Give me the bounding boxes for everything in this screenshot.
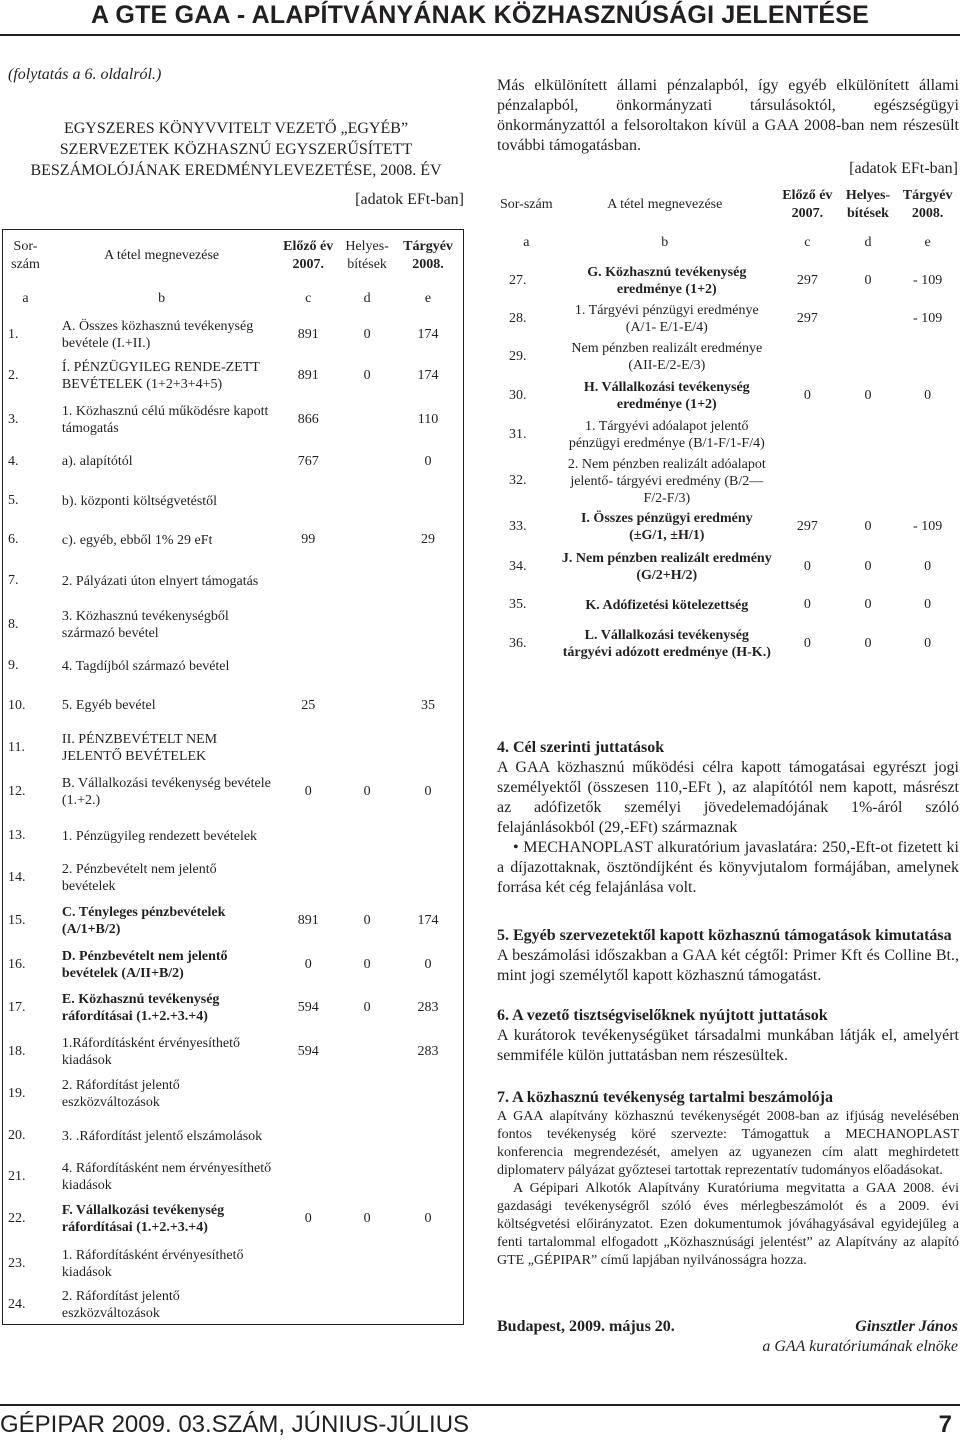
right-table-row: [497, 546, 960, 588]
left-table-row: [3, 726, 464, 770]
row-adjustment: [341, 1074, 393, 1114]
section-7-title: 7. A közhasznú tevékenység tartalmi beszámolója: [497, 1089, 833, 1106]
row-adjustment: [341, 442, 393, 481]
row-label: D. Pénzbevételt nem jelentő bevételek (A/II+B/2): [61, 949, 228, 981]
row-label: 1. Tárgyévi pénzügyi eredménye (A/1- E/1-E/4): [574, 303, 759, 335]
row-prev-value: [275, 1158, 341, 1196]
col-header-adj: Helyes-bítések: [845, 188, 891, 221]
row-current-value: 35: [421, 697, 436, 713]
left-table-row: [3, 986, 464, 1030]
section-4-paragraph: A GAA közhasznú működési célra kapott támogatásai egyrészt jogi személyektől (összesen 110,-EFt ), az alapítótól nem kapott, másrészt az adófizetők személyi jövedelemadójának 1%-áról szóló felajánlásokból (29,-EFt) származnak: [497, 759, 959, 836]
row-number: 1.: [8, 327, 19, 342]
section-5: [497, 926, 959, 986]
row-label: 3. Közhasznú tevékenységből származó bevétel: [61, 609, 229, 641]
row-label: I. Összes pénzügyi eredmény (±G/1, ±H/1): [580, 511, 753, 543]
row-adjustment: [341, 481, 393, 521]
left-table-row: [3, 398, 464, 442]
row-number: 21.: [8, 1169, 26, 1184]
signature-role: a GAA kuratóriumának elnöke: [762, 1338, 958, 1355]
row-number: 9.: [8, 658, 19, 673]
left-results-table: [2, 229, 464, 1325]
row-prev-value: [275, 603, 341, 647]
left-table-row: [3, 1242, 464, 1286]
row-prev-value: 594: [297, 1044, 319, 1059]
left-table-row: [3, 1030, 464, 1074]
row-current-value: - 109: [913, 519, 943, 534]
page-header: [0, 0, 960, 34]
letter-b: b: [158, 291, 166, 306]
row-current-value: 283: [417, 1000, 439, 1015]
row-number: 30.: [509, 388, 527, 403]
row-number: 13.: [8, 828, 26, 843]
section-6: [497, 1006, 959, 1066]
row-adjustment: 0: [363, 327, 371, 342]
row-label: c). egyéb, ebből 1% 29 eFt: [61, 532, 213, 548]
row-number: 10.: [8, 697, 26, 713]
row-number: 27.: [509, 273, 527, 288]
row-adjustment: [341, 647, 393, 685]
row-label: H. Vállalkozási tevékenység eredménye (1+2): [583, 380, 750, 412]
signature-name: Ginsztler János: [855, 1318, 958, 1335]
row-label: L. Vállalkozási tevékenység tárgyévi adózott eredménye (H-K.): [562, 628, 771, 660]
row-adjustment: 0: [363, 368, 371, 383]
row-prev-value: [275, 647, 341, 685]
row-label: 5. Egyéb bevétel: [61, 698, 156, 713]
row-number: 18.: [8, 1044, 26, 1059]
left-table-header-row: [3, 230, 464, 283]
continuation-note: (folytatás a 6. oldalról.): [8, 66, 162, 83]
row-label: 2. Pályázati úton elnyert támogatás: [61, 573, 259, 589]
row-number: 24.: [8, 1297, 26, 1312]
section-7: [497, 1088, 959, 1270]
row-current-value: [895, 416, 960, 454]
left-unit-label: [adatok EFt-ban]: [355, 191, 464, 208]
left-table-row: [3, 316, 464, 354]
row-number: 16.: [8, 957, 26, 972]
row-prev-value: [774, 454, 841, 508]
row-prev-value: 594: [297, 1000, 319, 1015]
row-current-value: [393, 481, 463, 521]
right-table-row: [497, 376, 960, 416]
left-table-row: [3, 858, 464, 898]
row-prev-value: 866: [297, 412, 319, 427]
left-table-letter-row: [3, 282, 464, 316]
row-adjustment: [341, 603, 393, 647]
right-table-row: [497, 622, 960, 666]
row-current-value: [393, 858, 463, 898]
left-table-row: [3, 521, 464, 559]
left-heading-line-2: SZERVEZETEK KÖZHASZNÚ EGYSZERŰSÍTETT: [59, 141, 413, 158]
row-adjustment: 0: [363, 957, 371, 972]
row-label: B. Vállalkozási tevékenység bevétele (1.+2.): [61, 776, 271, 808]
row-number: 8.: [8, 617, 19, 632]
row-label: 2. Pénzbevételt nem jelentő bevételek: [61, 862, 217, 894]
header-rule: [0, 34, 960, 36]
row-label: 1. Pénzügyileg rendezett bevételek: [61, 828, 258, 844]
row-number: 7.: [8, 573, 19, 588]
row-label: 1. Közhasznú célú működésre kapott támogatás: [61, 404, 269, 436]
left-table-row: [3, 481, 464, 521]
left-table-row: [3, 1286, 464, 1325]
signature-place-date: Budapest, 2009. május 20.: [497, 1318, 675, 1335]
row-adjustment: [341, 685, 393, 726]
row-adjustment: [841, 338, 896, 376]
section-4: [497, 738, 959, 898]
row-adjustment: [341, 1114, 393, 1158]
footer-rule: [0, 1404, 960, 1406]
row-adjustment: [341, 559, 393, 603]
row-prev-value: 0: [803, 636, 811, 651]
row-prev-value: 767: [297, 453, 319, 469]
row-number: 31.: [509, 427, 527, 442]
row-prev-value: [774, 416, 841, 454]
row-number: 19.: [8, 1086, 26, 1101]
row-number: 6.: [8, 532, 19, 547]
row-adjustment: 0: [864, 636, 872, 651]
letter-d: d: [864, 235, 872, 250]
row-label: Nem pénzben realizált eredménye (AII-E/2-E/3): [571, 341, 763, 373]
row-prev-value: 25: [301, 697, 316, 713]
row-prev-value: [275, 858, 341, 898]
row-adjustment: 0: [864, 388, 872, 403]
left-table-row: [3, 559, 464, 603]
col-header-num: Sor-szám: [500, 197, 553, 212]
col-header-adj: Helyes-bítések: [345, 239, 389, 272]
row-adjustment: 0: [363, 1211, 371, 1226]
right-results-table: [497, 186, 960, 666]
row-number: 22.: [8, 1211, 26, 1226]
row-label: 1. Tárgyévi adóalapot jelentő pénzügyi eredménye (B/1-F/1-F/4): [568, 419, 765, 451]
right-table-letter-row: [497, 224, 960, 262]
row-prev-value: [275, 1286, 341, 1325]
left-table-row: [3, 1074, 464, 1114]
left-heading-line-1: EGYSZERES KÖNYVVITELT VEZETŐ „EGYÉB”: [63, 120, 409, 137]
row-current-value: 0: [924, 388, 932, 403]
row-prev-value: 0: [304, 1211, 312, 1226]
letter-a: a: [22, 291, 29, 306]
row-number: 14.: [8, 870, 26, 885]
col-header-name: A tétel megnevezése: [607, 197, 723, 212]
row-number: 2.: [8, 368, 19, 383]
row-prev-value: [275, 814, 341, 858]
row-number: 5.: [8, 493, 19, 508]
left-table-row: [3, 814, 464, 858]
row-prev-value: [275, 1074, 341, 1114]
row-label: 1.Ráfordításként érvényesíthető kiadások: [61, 1036, 240, 1068]
row-adjustment: [341, 521, 393, 559]
row-prev-value: 297: [796, 273, 818, 288]
row-adjustment: [341, 1242, 393, 1286]
col-header-prev: Előző év 2007.: [782, 188, 833, 221]
row-number: 4.: [8, 453, 19, 469]
section-5-title: 5. Egyéb szervezetektől kapott közhasznú támogatások kimutatása: [497, 927, 952, 944]
right-table-row: [497, 300, 960, 338]
row-adjustment: [341, 1158, 393, 1196]
col-header-cur: Tárgyév 2008.: [902, 188, 953, 221]
row-label: 2. Nem pénzben realizált adóalapot jelentő- tárgyévi eredmény (B/2—F/2-F/3): [567, 456, 766, 506]
letter-b: b: [661, 235, 669, 250]
left-table-row: [3, 603, 464, 647]
right-table-row: [497, 454, 960, 508]
row-label: Í. PÉNZÜGYILEG RENDE-ZETT BEVÉTELEK (1+2+3+4+5): [61, 360, 260, 392]
section-4-title: 4. Cél szerinti juttatások: [497, 739, 665, 756]
row-current-value: 174: [417, 368, 439, 383]
left-table-row: [3, 647, 464, 685]
row-current-value: [895, 338, 960, 376]
row-current-value: [393, 726, 463, 770]
left-table-row: [3, 1196, 464, 1242]
row-current-value: 29: [421, 532, 436, 547]
row-adjustment: 0: [363, 784, 371, 799]
row-label: F. Vállalkozási tevékenység ráfordításai (1.+2.+3.+4): [61, 1203, 225, 1235]
row-prev-value: 891: [297, 327, 319, 342]
row-adjustment: [841, 300, 896, 338]
row-current-value: 0: [424, 1211, 432, 1226]
row-number: 3.: [8, 412, 19, 427]
letter-c: c: [305, 291, 312, 306]
row-prev-value: 0: [803, 597, 811, 612]
col-header-cur: Tárgyév 2008.: [403, 239, 453, 272]
row-current-value: 0: [924, 559, 932, 574]
row-prev-value: [774, 338, 841, 376]
row-number: 12.: [8, 784, 26, 799]
row-label: E. Közhasznú tevékenység ráfordításai (1.+2.+3.+4): [61, 992, 220, 1024]
row-adjustment: [341, 398, 393, 442]
row-prev-value: [275, 481, 341, 521]
row-current-value: [393, 1114, 463, 1158]
row-current-value: [393, 1074, 463, 1114]
right-table-row: [497, 508, 960, 546]
row-adjustment: 0: [864, 519, 872, 534]
row-prev-value: 891: [297, 368, 319, 383]
row-label: C. Tényleges pénzbevételek (A/1+B/2): [61, 905, 226, 937]
left-table-row: [3, 898, 464, 944]
row-current-value: [393, 1158, 463, 1196]
right-unit-label: [adatok EFt-ban]: [849, 160, 958, 177]
row-current-value: 0: [924, 636, 932, 651]
row-adjustment: [341, 1286, 393, 1325]
row-number: 20.: [8, 1128, 26, 1143]
row-label: 3. .Ráfordítást jelentő elszámolások: [61, 1128, 263, 1144]
row-number: 36.: [509, 636, 527, 651]
row-current-value: [895, 454, 960, 508]
row-label: K. Adófizetési kötelezettség: [585, 597, 749, 613]
row-number: 33.: [509, 519, 527, 534]
page-title: A GTE GAA - ALAPÍTVÁNYÁNAK KÖZHASZNÚSÁGI JELENTÉSE: [90, 1, 870, 29]
row-label: II. PÉNZBEVÉTELT NEM JELENTŐ BEVÉTELEK: [61, 732, 218, 764]
row-number: 15.: [8, 913, 26, 928]
row-label: 4. Ráfordításként nem érvényesíthető kiadások: [61, 1161, 272, 1193]
left-table-row: [3, 1114, 464, 1158]
row-label: a). alapítótól: [61, 454, 133, 469]
left-table-row: [3, 1158, 464, 1196]
row-number: 35.: [509, 597, 527, 612]
row-current-value: 0: [924, 597, 932, 612]
section-4-bullet: • MECHANOPLAST alkuratórium javaslatára: 250,-Eft-ot fizetett ki a díjazottaknak, ösztöndíjként és könyvjutalom formájában, amelynek forrása két cég felajánlása volt.: [497, 839, 959, 896]
left-heading: [8, 118, 464, 210]
row-number: 34.: [509, 559, 527, 574]
row-current-value: 0: [424, 784, 432, 799]
row-label: 2. Ráfordítást jelentő eszközváltozások: [61, 1078, 180, 1110]
row-prev-value: [275, 559, 341, 603]
row-current-value: [393, 814, 463, 858]
right-intro: Más elkülönített állami pénzalapból, így egyéb elkülönített állami pénzalapból, önkormányzati társulásoktól, egészségügyi önkormányzattól a felsoroltakon kívül a GAA 2008-ban nem részesült további támogatásban.: [497, 77, 959, 154]
letter-a: a: [523, 235, 530, 250]
row-label: G. Közhasznú tevékenység eredménye (1+2): [587, 265, 747, 297]
row-adjustment: 0: [864, 559, 872, 574]
col-header-prev: Előző év 2007.: [283, 239, 334, 272]
section-6-title: 6. A vezető tisztségviselőknek nyújtott juttatások: [497, 1007, 828, 1024]
row-current-value: [393, 1242, 463, 1286]
section-5-paragraph: A beszámolási időszakban a GAA két cégtől: Primer Kft és Colline Bt., mint jogi személytől kapott közhasznú támogatást.: [497, 947, 959, 984]
row-current-value: [393, 647, 463, 685]
letter-c: c: [804, 235, 811, 250]
left-table-row: [3, 442, 464, 481]
row-current-value: - 109: [913, 311, 943, 326]
row-label: b). központi költségvetéstől: [61, 493, 218, 509]
row-label: 4. Tagdíjból származó bevétel: [61, 658, 230, 674]
row-current-value: [393, 603, 463, 647]
row-prev-value: 99: [301, 532, 316, 547]
row-adjustment: [341, 858, 393, 898]
row-number: 17.: [8, 1000, 26, 1015]
left-table-row: [3, 944, 464, 986]
row-prev-value: 0: [304, 784, 312, 799]
row-label: J. Nem pénzben realizált eredmény (G/2+H/2): [561, 551, 772, 583]
section-7-paragraph-2: A Gépipari Alkotók Alapítvány Kuratóriuma megvitatta a GAA 2008. évi gazdasági tevékenységről szóló éves mérlegbeszámolót és a 2009. évi költségvetési előirányzatot. Ezen dokumentumok jóváhagyásával egyidejűleg a fenti tartalommal elfogadott „Közhasznúsági jelentést” az Alapítvány az alapító GTE „GÉPIPAR” című lapjában nyilvánosságra hozza.: [497, 1181, 959, 1268]
row-adjustment: [841, 416, 896, 454]
row-prev-value: [275, 1114, 341, 1158]
row-current-value: [393, 559, 463, 603]
row-label: 1. Ráfordításként érvényesíthető kiadások: [61, 1248, 244, 1280]
row-adjustment: 0: [864, 273, 872, 288]
row-prev-value: 0: [803, 388, 811, 403]
row-adjustment: [341, 1030, 393, 1074]
row-adjustment: [841, 454, 896, 508]
row-current-value: 110: [417, 412, 439, 427]
right-table-row: [497, 588, 960, 622]
right-table-row: [497, 262, 960, 300]
row-adjustment: 0: [864, 597, 872, 612]
row-prev-value: 0: [803, 559, 811, 574]
right-table-header-row: [497, 186, 960, 224]
row-current-value: 174: [417, 913, 439, 928]
left-table-row: [3, 354, 464, 398]
row-label: A. Összes közhasznú tevékenység bevétele (I.+II.): [61, 319, 254, 351]
row-number: 32.: [509, 473, 527, 488]
section-7-paragraph-1: A GAA alapítvány közhasznú tevékenységét 2008-ban az ifjúság nevelésében fontos tevékenység köré szervezte: Támogattuk a MECHANOPLAST konferencia megrendezését, amelyen az ugyanezen cím alatt meghirdetett diplomaterv pályázat győztesei tartottak reprezentatív tudományos előadásokat.: [497, 1109, 959, 1178]
row-prev-value: [275, 726, 341, 770]
left-table-row: [3, 770, 464, 814]
row-prev-value: 297: [796, 519, 818, 534]
left-heading-line-3: BESZÁMOLÓJÁNAK EREDMÉNYLEVEZETÉSE, 2008. ÉV: [30, 162, 442, 179]
row-prev-value: 297: [796, 311, 818, 326]
row-label: 2. Ráfordítást jelentő eszközváltozások: [61, 1289, 180, 1321]
row-prev-value: [275, 1242, 341, 1286]
col-header-num: Sor-szám: [11, 239, 40, 272]
row-number: 23.: [8, 1256, 26, 1271]
row-current-value: - 109: [913, 273, 943, 288]
row-adjustment: [341, 814, 393, 858]
row-number: 29.: [509, 349, 527, 364]
letter-d: d: [363, 291, 371, 306]
footer-page-number: 7: [938, 1411, 952, 1438]
left-table-row: [3, 685, 464, 726]
letter-e: e: [424, 291, 432, 306]
row-number: 28.: [509, 311, 527, 326]
row-current-value: 0: [424, 453, 432, 469]
right-table-row: [497, 338, 960, 376]
row-number: 11.: [8, 740, 25, 755]
letter-e: e: [924, 235, 931, 250]
section-6-paragraph: A kurátorok tevékenységüket társadalmi munkában látják el, amelyért semmiféle külön juttatásban nem részesültek.: [497, 1027, 959, 1064]
footer-publication: GÉPIPAR 2009. 03.SZÁM, JÚNIUS-JÚLIUS: [0, 1411, 470, 1438]
row-prev-value: 0: [304, 957, 312, 972]
row-adjustment: [341, 726, 393, 770]
col-header-name: A tétel megnevezése: [104, 248, 220, 263]
row-adjustment: 0: [363, 1000, 371, 1015]
row-current-value: 174: [417, 327, 439, 342]
row-current-value: 283: [417, 1044, 439, 1059]
row-current-value: [393, 1286, 463, 1325]
right-table-row: [497, 416, 960, 454]
row-prev-value: 891: [297, 913, 319, 928]
row-adjustment: 0: [363, 913, 371, 928]
row-current-value: 0: [424, 957, 432, 972]
